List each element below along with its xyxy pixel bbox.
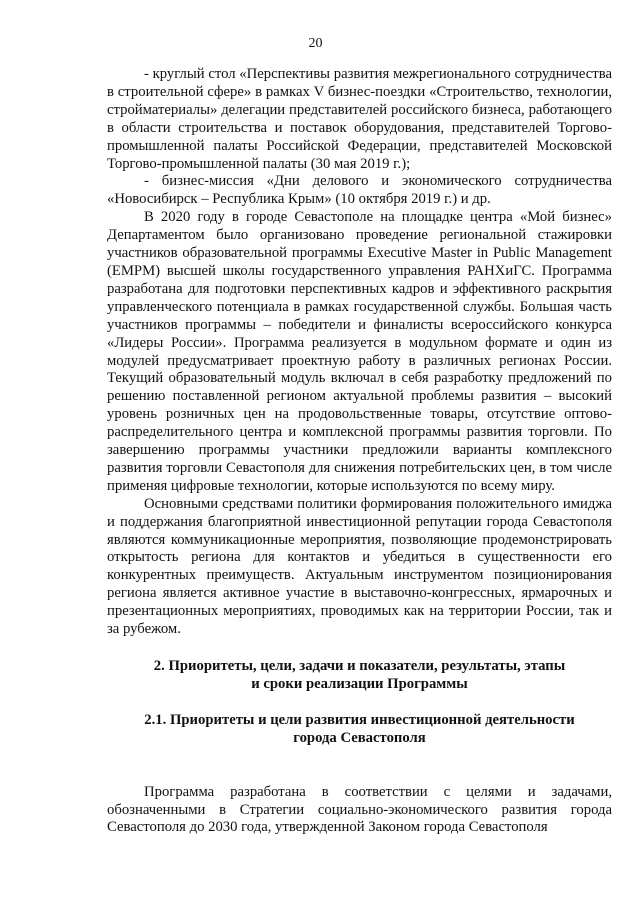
section-heading [107, 658, 612, 694]
subsection-heading-line-2: города Севастополя [293, 729, 426, 746]
subsection-heading [107, 712, 612, 748]
paragraph-internship: В 2020 году в городе Севастополе на площадке центра «Мой бизнес» Департаментом было организовано проведение региональной стажировки участников образовательной программы Executive Master in Public Management (EMPM) высшей школы государственного управления РАНХиГС. Программа разработана для подготовки перспективных кадров и эффективного раскрытия управленческого потенциала в рамках государственной службы. Большая часть участников программы – победители и финалисты всероссийского конкурса «Лидеры России». Программа реализуется в модульном формате и один из модулей предусматривает проектную работу в различных регионах России. Текущий образовательный модуль включал в себя разработку предложений по решению поставленной регионом актуальной проблемы развития – высокий уровень розничных цен на продовольственные товары, отсутствие оптово-распределительного центра и комплексной программы развития торговли. По завершению программы участники предложили варианты комплексного развития торговли Севастополя для снижения потребительских цен, в том числе применяя цифровые технологии, которые используются по всему миру. [107, 209, 612, 494]
paragraph-program-basis: Программа разработана в соответствии с целями и задачами, обозначенными в Стратегии социально-экономического развития города Севастополя до 2030 года, утвержденной Законом города Севастополя [107, 783, 612, 836]
spacer [107, 694, 612, 712]
page-content [107, 66, 612, 837]
list-item-round-table: - круглый стол «Перспективы развития межрегионального сотрудничества в строительной сфере» в рамках V бизнес-поездки «Строительство, технологии, стройматериалы» делегации представителей российского бизнеса, работающего в области строительства и поставок оборудования, представителей Торгово-промышленной палаты Российской Федерации, представителей Московской Торгово-промышленной палаты (30 мая 2019 г.); [107, 66, 612, 172]
paragraph-image-policy: Основными средствами политики формирования положительного имиджа и поддержания благоприятной инвестиционной репутации города Севастополя являются коммуникационные мероприятия, позволяющие продемонстрировать открытость региона для контактов и убедиться в существенности его конкурентных преимуществ. Актуальным инструментом позиционирования региона является активное участие в выставочно-конгрессных, ярмарочных и презентационных мероприятиях, проводимых как на территории России, так и за рубежом. [107, 495, 612, 638]
spacer [107, 748, 612, 784]
subsection-heading-line-1: 2.1. Приоритеты и цели развития инвестиционной деятельности [144, 711, 575, 728]
spacer [107, 639, 612, 658]
page-number: 20 [308, 36, 323, 51]
list-item-business-mission: - бизнес-миссия «Дни делового и экономического сотрудничества «Новосибирск – Республика Крым» (10 октября 2019 г.) и др. [107, 173, 612, 208]
section-heading-line-2: и сроки реализации Программы [251, 675, 468, 692]
section-heading-line-1: 2. Приоритеты, цели, задачи и показатели, результаты, этапы [153, 658, 566, 674]
